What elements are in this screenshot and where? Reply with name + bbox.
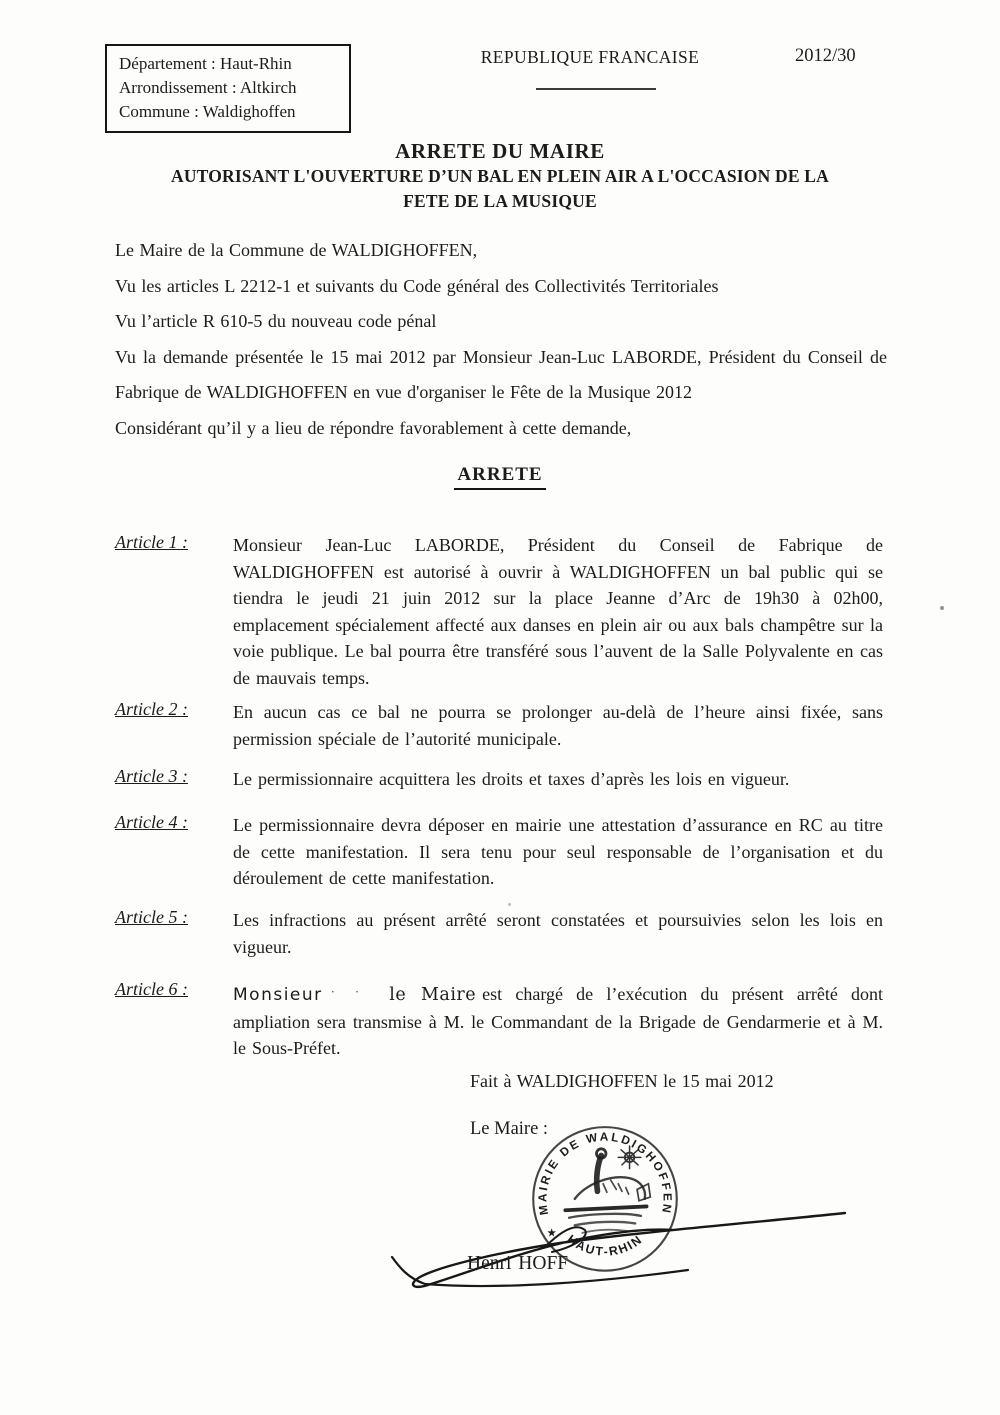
separator-line bbox=[536, 88, 656, 90]
scan-speck bbox=[940, 606, 944, 610]
article-text-rest: est chargé de l’exécution du présent arrêté dont ampliation sera transmise à M. le Commandant de la Brigade de Gendarmerie et à M. le Sous-Préfet. bbox=[233, 984, 884, 1058]
arrondissement-line: Arrondissement : Altkirch bbox=[119, 78, 297, 97]
article-text: Le permissionnaire devra déposer en mairie une attestation d’assurance en RC au titre de cette manifestation. Il sera tenu pour seul responsable de l’organisation et du déroulement de cette manifestation. bbox=[233, 815, 883, 888]
article-3 bbox=[115, 766, 883, 793]
department-box bbox=[105, 44, 351, 133]
republic-heading: REPUBLIQUE FRANCAISE bbox=[480, 47, 700, 67]
signature-stroke bbox=[392, 1213, 845, 1287]
article-label: Article 3 : bbox=[115, 766, 188, 786]
place-and-date: Fait à WALDIGHOFFEN le 15 mai 2012 bbox=[470, 1071, 774, 1091]
stamp-top-text: MAIRIE DE WALDIGHOFFEN bbox=[535, 1129, 675, 1217]
reference-number: 2012/30 bbox=[795, 46, 856, 66]
article-text bbox=[233, 979, 883, 1062]
article-text: En aucun cas ce bal ne pourra se prolonger au-delà de l’heure ainsi fixée, sans permission spéciale de l’autorité municipale. bbox=[233, 702, 883, 749]
article-text: Les infractions au présent arrêté seront constatées et poursuivies selon les lois en vigueur. bbox=[233, 910, 883, 957]
article-label: Article 5 : bbox=[115, 907, 188, 927]
preamble-line: Vu la demande présentée le 15 mai 2012 par Monsieur Jean-Luc LABORDE, Président du Conseil de Fabrique de WALDIGHOFFEN en vue d'organiser le Fête de la Musique 2012 bbox=[115, 346, 887, 402]
signature bbox=[385, 1185, 865, 1310]
subtitle-line-1: AUTORISANT L'OUVERTURE D’UN BAL EN PLEIN AIR A L'OCCASION DE LA bbox=[171, 166, 829, 186]
article-1 bbox=[115, 532, 883, 691]
signatory-name: Henri HOFF bbox=[467, 1253, 569, 1274]
handwritten-correction: Monsieur bbox=[233, 985, 323, 1005]
commune-line: Commune : Waldighoffen bbox=[119, 102, 296, 121]
article-5 bbox=[115, 907, 883, 960]
department-line: Département : Haut-Rhin bbox=[119, 54, 292, 73]
article-2 bbox=[115, 699, 883, 752]
preamble-line: Le Maire de la Commune de WALDIGHOFFEN, bbox=[115, 240, 478, 260]
arrete-section-heading: ARRETE bbox=[0, 464, 1000, 490]
handwritten-le-maire: le Maire bbox=[389, 985, 477, 1005]
article-text: Monsieur Jean-Luc LABORDE, Président du Conseil de Fabrique de WALDIGHOFFEN est autorisé à ouvrir à WALDIGHOFFEN un bal public qui se tiendra le jeudi 21 juin 2012 sur la place Jeanne d’Arc de 19h30 à 02h00, emplacement spécialement affecté aux danses en plein air ou aux bals champêtre sur la voie publique. Le bal pourra être transféré sous l’auvent de la Salle Polyvalente en cas de mauvais temps. bbox=[233, 535, 883, 688]
article-label: Article 1 : bbox=[115, 532, 188, 552]
preamble bbox=[115, 233, 887, 446]
article-4 bbox=[115, 812, 883, 892]
subtitle-line-2: FETE DE LA MUSIQUE bbox=[403, 191, 597, 211]
article-label: Article 6 : bbox=[115, 979, 188, 999]
article-label: Article 4 : bbox=[115, 812, 188, 832]
correction-marks: · · bbox=[330, 984, 364, 999]
stamp-bottom-text: HAUT-RHIN bbox=[564, 1231, 646, 1259]
article-label: Article 2 : bbox=[115, 699, 188, 719]
article-6 bbox=[115, 979, 883, 1062]
stamp-star-icon: ★ bbox=[546, 1227, 557, 1240]
preamble-line: Vu l’article R 610-5 du nouveau code pénal bbox=[115, 311, 437, 331]
scan-speck bbox=[508, 903, 511, 906]
preamble-line: Vu les articles L 2212-1 et suivants du Code général des Collectivités Territoriales bbox=[115, 275, 719, 296]
document-title: ARRETE DU MAIRE bbox=[395, 139, 605, 163]
preamble-line: Considérant qu’il y a lieu de répondre favorablement à cette demande, bbox=[115, 417, 632, 438]
article-text: Le permissionnaire acquittera les droits et taxes d’après les lois en vigueur. bbox=[233, 769, 790, 789]
signature-title: Le Maire : bbox=[470, 1119, 549, 1139]
document-subtitle bbox=[0, 164, 1000, 214]
